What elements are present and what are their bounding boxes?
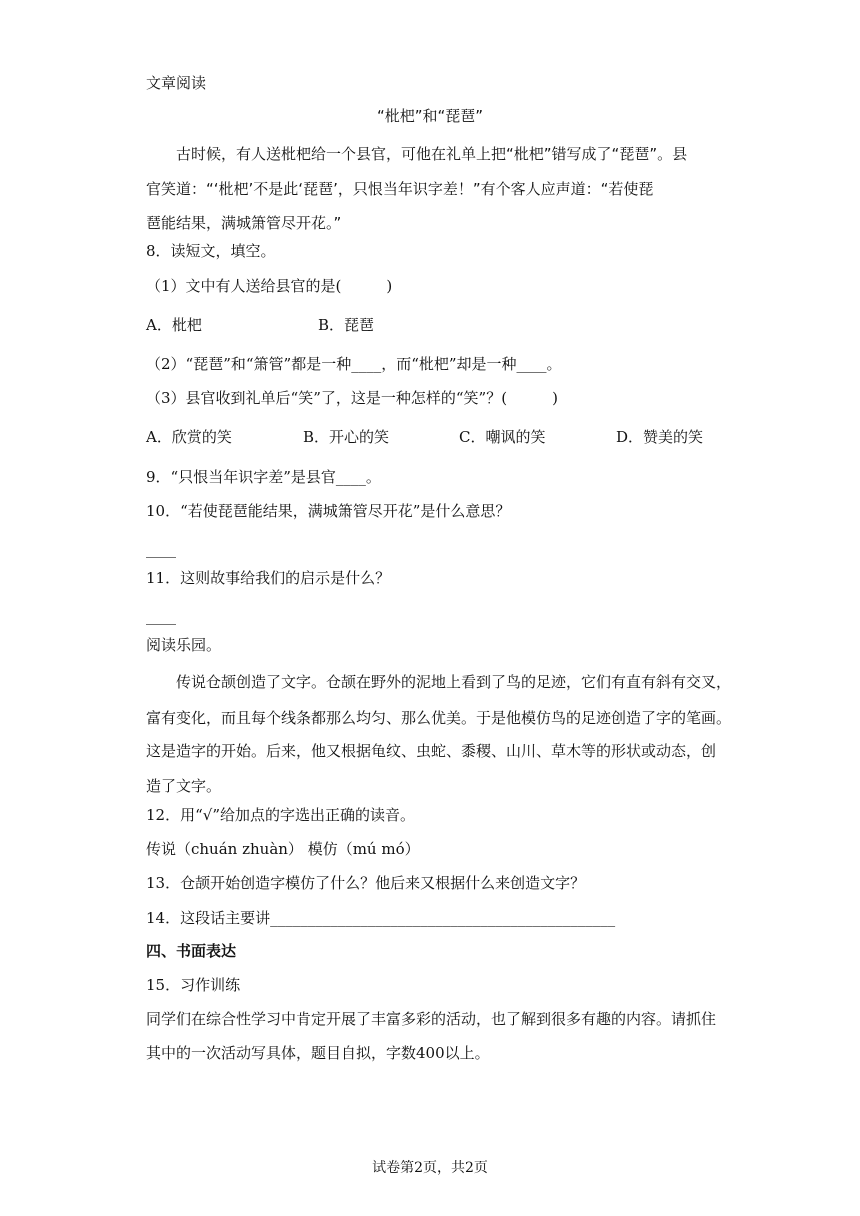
- question-8-sub-3: （3）县官收到礼单后“笑”了，这是一种怎样的“笑”？( ): [146, 389, 558, 407]
- section-title-reading-garden: 阅读乐园。: [146, 636, 222, 654]
- section-title-article-reading: 文章阅读: [146, 74, 207, 92]
- question-13: 13．仓颉开始创造字模仿了什么？他后来又根据什么来创造文字？: [146, 874, 586, 892]
- question-10: 10．“若使琵琶能结果，满城箫管尽开花”是什么意思？: [146, 502, 511, 520]
- question-9: 9．“只恨当年识字差”是县官____。: [146, 468, 381, 486]
- question-15-line-2: 其中的一次活动写具体，题目自拟，字数400以上。: [146, 1044, 490, 1062]
- option-d[interactable]: D．赞美的笑: [616, 428, 704, 446]
- option-a[interactable]: A．枇杷: [146, 316, 202, 334]
- story2-line-3: 这是造字的开始。后来，他又根据龟纹、虫蛇、黍稷、山川、草木等的形状或动态，创: [146, 742, 717, 760]
- story2-line-1: 传说仓颉创造了文字。仓颉在野外的泥地上看到了鸟的足迹，它们有直有斜有交叉，: [176, 673, 732, 691]
- option-a[interactable]: A．欣赏的笑: [146, 428, 232, 446]
- question-10-answer-blank[interactable]: ____: [146, 540, 176, 558]
- question-11-answer-blank[interactable]: ____: [146, 607, 176, 625]
- question-8-stem: 8．读短文，填空。: [146, 242, 276, 260]
- story1-line-3: 琶能结果，满城箫管尽开花。”: [146, 214, 342, 232]
- question-15: 15．习作训练: [146, 976, 241, 994]
- question-8-sub-2: （2）“琵琶”和“箫管”都是一种____，而“枇杷”却是一种____。: [146, 355, 562, 373]
- page-footer: 试卷第2页，共2页: [372, 1160, 488, 1176]
- section-title-written-expression: 四、书面表达: [146, 942, 237, 960]
- question-12-pinyin-options[interactable]: 传说（chuán zhuàn） 模仿（mú mó）: [146, 840, 420, 858]
- story1-line-2: 官笑道：“‘枇杷’不是此‘琵琶’，只恨当年识字差！”有个客人应声道：“若使琵: [146, 180, 654, 198]
- option-b[interactable]: B．琵琶: [318, 316, 375, 334]
- question-11: 11．这则故事给我们的启示是什么？: [146, 569, 391, 587]
- option-b[interactable]: B．开心的笑: [303, 428, 390, 446]
- story1-title: “枇杷”和“琵琶”: [376, 107, 484, 125]
- story2-line-4: 造了文字。: [146, 777, 222, 795]
- question-8-sub-1: （1）文中有人送给县官的是( ): [146, 277, 393, 295]
- question-14: 14．这段话主要讲______________________________________________: [146, 909, 616, 927]
- question-8-sub-1-options: [146, 314, 746, 336]
- question-8-sub-3-options: [146, 426, 746, 448]
- story1-line-1: 古时候，有人送枇杷给一个县官，可他在礼单上把“枇杷”错写成了“琵琶”。县: [176, 145, 688, 163]
- question-15-line-1: 同学们在综合性学习中肯定开展了丰富多彩的活动，也了解到很多有趣的内容。请抓住: [146, 1010, 717, 1028]
- story2-line-2: 富有变化，而且每个线条都那么均匀、那么优美。于是他模仿鸟的足迹创造了字的笔画。: [146, 709, 732, 727]
- option-c[interactable]: C．嘲讽的笑: [459, 428, 546, 446]
- question-12: 12．用“√”给加点的字选出正确的读音。: [146, 806, 415, 824]
